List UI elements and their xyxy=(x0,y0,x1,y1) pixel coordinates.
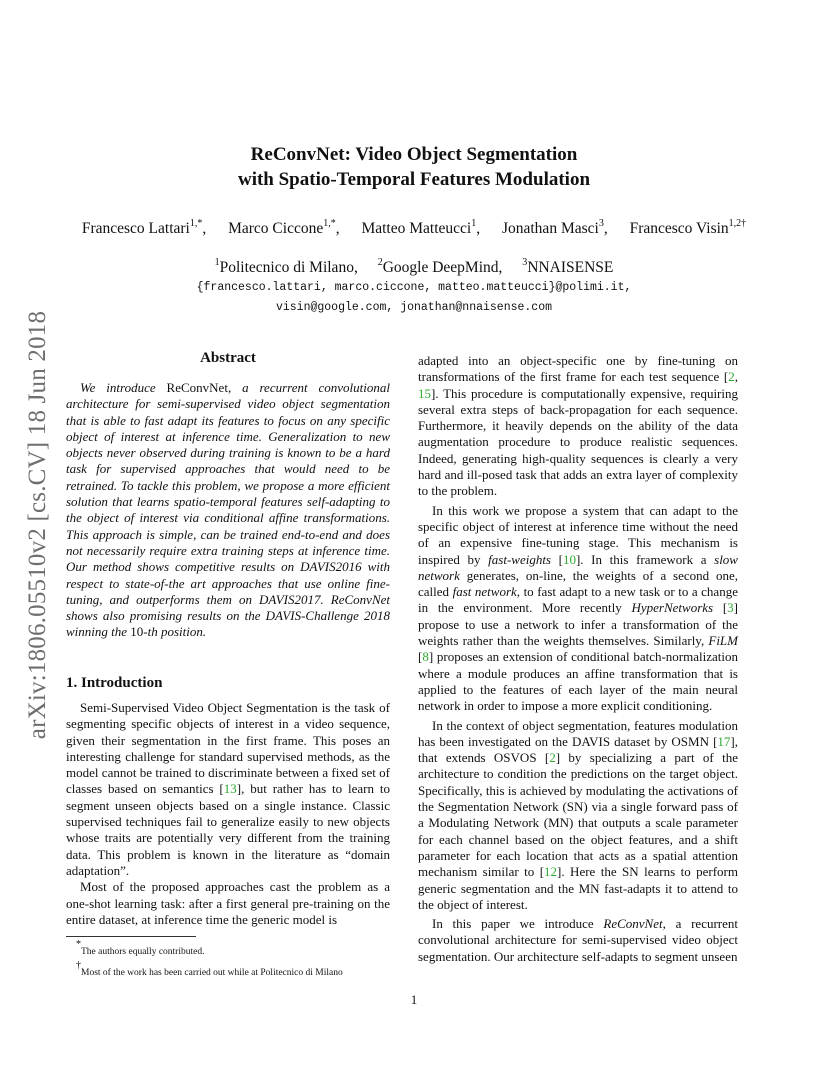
introduction-body xyxy=(66,700,390,928)
author-sup: 1,2† xyxy=(728,218,747,229)
citation-link[interactable]: 2 xyxy=(549,750,556,766)
author xyxy=(630,220,747,237)
abstract-heading: Abstract xyxy=(200,350,256,366)
body-text: , to fast adapt to a new task or to a change in the environment. More recently xyxy=(418,584,738,616)
abstract-model-name: ReConvNet xyxy=(166,380,228,395)
affiliation xyxy=(378,259,503,276)
intro-text: ], but rather has to learn to segment unseen objects based on a single instance. Classic supervised techniques fail to generalize easily to new objects whose traits are potentially very different from the training data. This problem is known in the literature as “domain adaptation”. xyxy=(66,781,390,878)
footnote-text: The authors equally contributed. xyxy=(81,947,205,957)
body-text: ]. Here the SN learns to perform generic segmentation and the MN fast-adapts it to attend to the object of interest. xyxy=(418,864,738,912)
body-text: adapted into an object-specific one by fine-tuning on transformations of the first frame for each test sequence [ xyxy=(418,353,738,385)
footnote-2 xyxy=(66,959,396,980)
footnote-mark: † xyxy=(76,960,81,971)
body-text: generates, on-line, the weights of a second one, called xyxy=(418,567,738,600)
right-paragraph-2 xyxy=(418,718,738,914)
author: Jonathan Masci$^3$, xyxy=(501,218,608,237)
body-text: ] by specializing a part of the architecture to condition the predictions on the target object. Specifically, this is achieved by modulating the activations of the Segmentation Network (SN) via a single forward pass of a Modulating Network (MN) that outputs a scale parameter for each channel based on the object features, and a shift parameter for each location that acts as a spatial attention mechanism similar to [ xyxy=(418,750,738,880)
author-name: Francesco Visin xyxy=(629,220,729,237)
author: Matteo Matteucci$^1$, xyxy=(361,218,481,237)
intro-text: Semi-Supervised Video Object Segmentation is the task of segmenting specific objects of interest in a video sequence, given their segmentation in the first frame. This poses an interesting challenge for standard supervised methods, as the model cannot be trained to discriminate between a fixed set of classes based on semantics [ xyxy=(66,700,390,797)
right-column-body xyxy=(418,353,738,968)
citation-link[interactable]: 3 xyxy=(727,600,734,616)
body-text: In this paper we introduce xyxy=(432,916,604,932)
arxiv-id-text: arXiv:1806.05510v2 [cs.CV] 18 Jun 2018 xyxy=(24,310,51,740)
footnote-mark: * xyxy=(76,939,81,950)
citation-link[interactable]: 13 xyxy=(223,781,237,797)
paper-title xyxy=(0,142,828,192)
author-name: Francesco Lattari xyxy=(81,220,190,237)
affiliations xyxy=(0,257,828,277)
body-text: , a recurrent convolutional architecture for semi-supervised video object segmentation. Our architecture self-adapts to segment unseen xyxy=(418,916,738,964)
affiliation-sup: 2 xyxy=(377,257,383,268)
intro-paragraph-1 xyxy=(66,700,390,879)
intro-paragraph-2: Most of the proposed approaches cast the problem as a one-shot learning task: after a first general pre-training on the entire dataset, at inference time the generic model is xyxy=(66,879,390,927)
author: Marco Ciccone$^{1,*}$, xyxy=(228,218,340,237)
body-text: , xyxy=(734,369,738,385)
footnote-text: Most of the work has been carried out while at Politecnico di Milano xyxy=(81,968,343,978)
abstract-body xyxy=(66,380,390,641)
author-sup: 1 xyxy=(471,218,477,229)
affiliation-name: NNAISENSE xyxy=(527,259,614,276)
body-text: ]. In this framework a xyxy=(575,551,715,567)
citation-link[interactable]: 12 xyxy=(544,864,558,880)
body-text: [ xyxy=(713,600,728,616)
author-name: Jonathan Masci xyxy=(501,220,599,237)
body-text: [ xyxy=(418,649,423,665)
arxiv-sidebar-stamp xyxy=(20,290,56,760)
author-name: Marco Ciccone xyxy=(228,220,324,237)
affiliation-sup: 3 xyxy=(522,257,528,268)
author-emails xyxy=(0,278,828,318)
emails-line-2: visin@google.com, jonathan@nnaisense.com xyxy=(275,301,553,314)
body-emphasis: HyperNetworks xyxy=(631,600,714,616)
page-number: 1 xyxy=(410,992,418,1007)
abstract-text: -th position. xyxy=(143,624,207,640)
body-emphasis: fast network xyxy=(452,584,517,600)
affiliation-name: Politecnico di Milano, xyxy=(219,259,358,276)
affiliation-name: Google DeepMind, xyxy=(382,259,503,276)
citation-link[interactable]: 15 xyxy=(418,385,431,401)
body-text: [ xyxy=(551,551,563,567)
affiliation xyxy=(522,259,613,276)
footnotes xyxy=(66,938,396,980)
body-emphasis: ReConvNet xyxy=(603,916,663,932)
body-text: ]. This procedure is computationally expensive, requiring several extra steps of back-propagation for each sequence. Furthermore, it heavily depends on the ability of the data augmentation procedure to produce realistic sequences. Indeed, generating high-quality sequences is clearly a very hard and ill-posed task that adds an extra layer of complexity to the problem. xyxy=(418,385,738,499)
abstract-rank: 10 xyxy=(130,624,144,640)
footnote-divider xyxy=(66,936,196,937)
body-emphasis: fast-weights xyxy=(488,551,551,567)
footnote-1 xyxy=(66,938,396,959)
body-text: ] propose to use a network to infer a transformation of the weights rather than the weights themselves. Similarly, xyxy=(418,600,738,649)
right-paragraph-3 xyxy=(418,916,738,965)
abstract-text: We introduce xyxy=(80,380,167,395)
abstract-text: , a recurrent convolutional architecture for semi-supervised video object segmentation that is able to fast adapt its features to focus on any specific object of interest at inference time. Generalization to new objects never observed during training is known to be a hard task for supervised approaches that would need to be retrained. To tackle this problem, we propose a more efficient solution that learns spatio-temporal features self-adapting to the object of interest via conditional affine transformations. This approach is simple, can be trained end-to-end and does not necessarily require extra training steps at inference time. Our method shows competitive results on DAVIS2016 with respect to state-of-the art approaches that use online fine-tuning, and outperforms them on DAVIS2017. ReConvNet shows also promising results on the DAVIS-Challenge 2018 winning the xyxy=(66,380,390,640)
right-paragraph-0 xyxy=(418,353,738,500)
body-text: In this work we propose a system that can adapt to the specific object of interest at inference time without the need of an expensive fine-tuning stage. This mechanism is inspired by xyxy=(418,502,738,567)
abstract-paragraph xyxy=(66,380,390,641)
affiliation xyxy=(215,259,358,276)
body-text: ] proposes an extension of conditional batch-normalization where a module produces an affine transformation that is applied to the features of each layer of the main neural network in order to impose a more explicit conditioning. xyxy=(418,649,738,714)
body-text: In the context of object segmentation, features modulation has been investigated on the DAVIS dataset by OSMN [ xyxy=(418,717,738,749)
body-text: ], that extends OSVOS [ xyxy=(418,733,738,766)
body-emphasis: FiLM xyxy=(708,633,738,649)
author-sup: 1,* xyxy=(189,218,203,229)
title-line-1: ReConvNet: Video Object Segmentation xyxy=(250,144,578,165)
introduction-heading: 1. Introduction xyxy=(66,675,163,691)
affiliation-sup: 1 xyxy=(214,257,220,268)
body-emphasis: slow network xyxy=(418,551,738,583)
author-list xyxy=(0,218,828,238)
citation-link[interactable]: 2 xyxy=(728,369,735,385)
author-sup: 1,* xyxy=(323,218,336,229)
right-paragraph-1 xyxy=(418,503,738,715)
citation-link[interactable]: 8 xyxy=(422,649,429,665)
author: Francesco Lattari$^{1,*}$, xyxy=(81,218,207,237)
citation-link[interactable]: 17 xyxy=(717,733,731,749)
citation-link[interactable]: 10 xyxy=(562,551,576,567)
title-line-2: with Spatio-Temporal Features Modulation xyxy=(237,169,591,190)
author-name: Matteo Matteucci xyxy=(361,220,472,237)
emails-line-1: {francesco.lattari, marco.ciccone, matteo.matteucci}@polimi.it, xyxy=(196,281,632,294)
author-sup: 3 xyxy=(598,218,604,229)
